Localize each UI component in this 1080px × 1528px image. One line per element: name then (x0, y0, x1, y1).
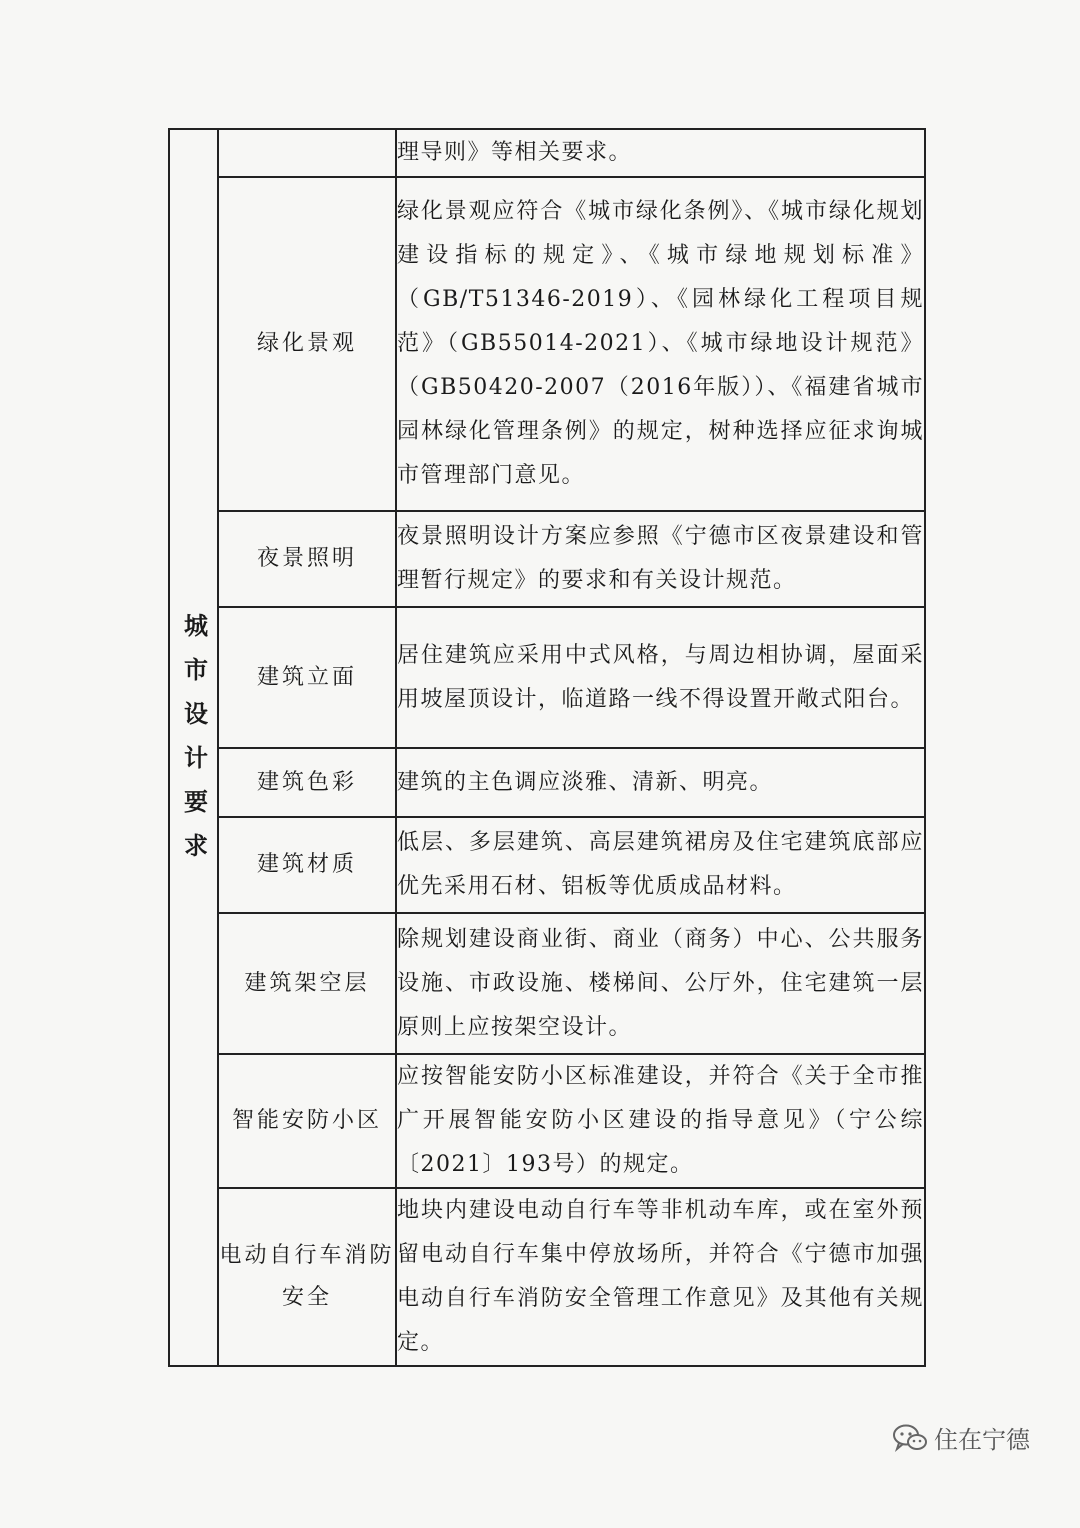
row-content: 夜景照明设计方案应参照《宁德市区夜景建设和管理暂行规定》的要求和有关设计规范。 (396, 511, 925, 607)
wechat-icon (892, 1423, 928, 1453)
category-cell (169, 129, 218, 1366)
row-content: 地块内建设电动自行车等非机动车库，或在室外预留电动自行车集中停放场所，并符合《宁德市加强电动自行车消防安全管理工作意见》及其他有关规定。 (396, 1188, 925, 1366)
table-row (169, 1054, 925, 1188)
table-row (169, 177, 925, 511)
table-row (169, 607, 925, 748)
row-content: 居住建筑应采用中式风格，与周边相协调，屋面采用坡屋顶设计，临道路一线不得设置开敞式阳台。 (396, 607, 925, 748)
row-label: 电动自行车消防安全 (218, 1188, 396, 1366)
row-label: 绿化景观 (218, 177, 396, 511)
table-row (169, 129, 925, 177)
row-content: 除规划建设商业街、商业（商务）中心、公共服务设施、市政设施、楼梯间、公厅外，住宅建筑一层原则上应按架空设计。 (396, 913, 925, 1054)
row-label: 建筑材质 (218, 817, 396, 913)
row-content: 绿化景观应符合《城市绿化条例》、《城市绿化规划建设指标的规定》、《城市绿地规划标准》（GB/T51346-2019）、《园林绿化工程项目规范》（GB55014-2021）、《城市绿地设计规范》（GB50420-2007（2016年版））、《福建省城市园林绿化管理条例》的规定，树种选择应征求询城市管理部门意见。 (396, 177, 925, 511)
table-row (169, 817, 925, 913)
row-content: 理导则》等相关要求。 (396, 129, 925, 177)
table-row (169, 511, 925, 607)
table-row (169, 1188, 925, 1366)
row-label: 建筑立面 (218, 607, 396, 748)
row-label: 智能安防小区 (218, 1054, 396, 1188)
watermark-text: 住在宁德 (934, 1426, 1030, 1454)
row-label (218, 129, 396, 177)
requirements-table (168, 128, 926, 1367)
table-row (169, 748, 925, 817)
row-label: 夜景照明 (218, 511, 396, 607)
row-label: 建筑架空层 (218, 913, 396, 1054)
row-label: 建筑色彩 (218, 748, 396, 817)
row-content: 应按智能安防小区标准建设，并符合《关于全市推广开展智能安防小区建设的指导意见》（宁公综〔2021〕193号）的规定。 (396, 1054, 925, 1188)
row-content: 低层、多层建筑、高层建筑裙房及住宅建筑底部应优先采用石材、铝板等优质成品材料。 (396, 817, 925, 913)
category-label: 城市设计要求 (179, 612, 209, 877)
row-content: 建筑的主色调应淡雅、清新、明亮。 (396, 748, 925, 817)
wechat-watermark (892, 1420, 1030, 1455)
table-row (169, 913, 925, 1054)
